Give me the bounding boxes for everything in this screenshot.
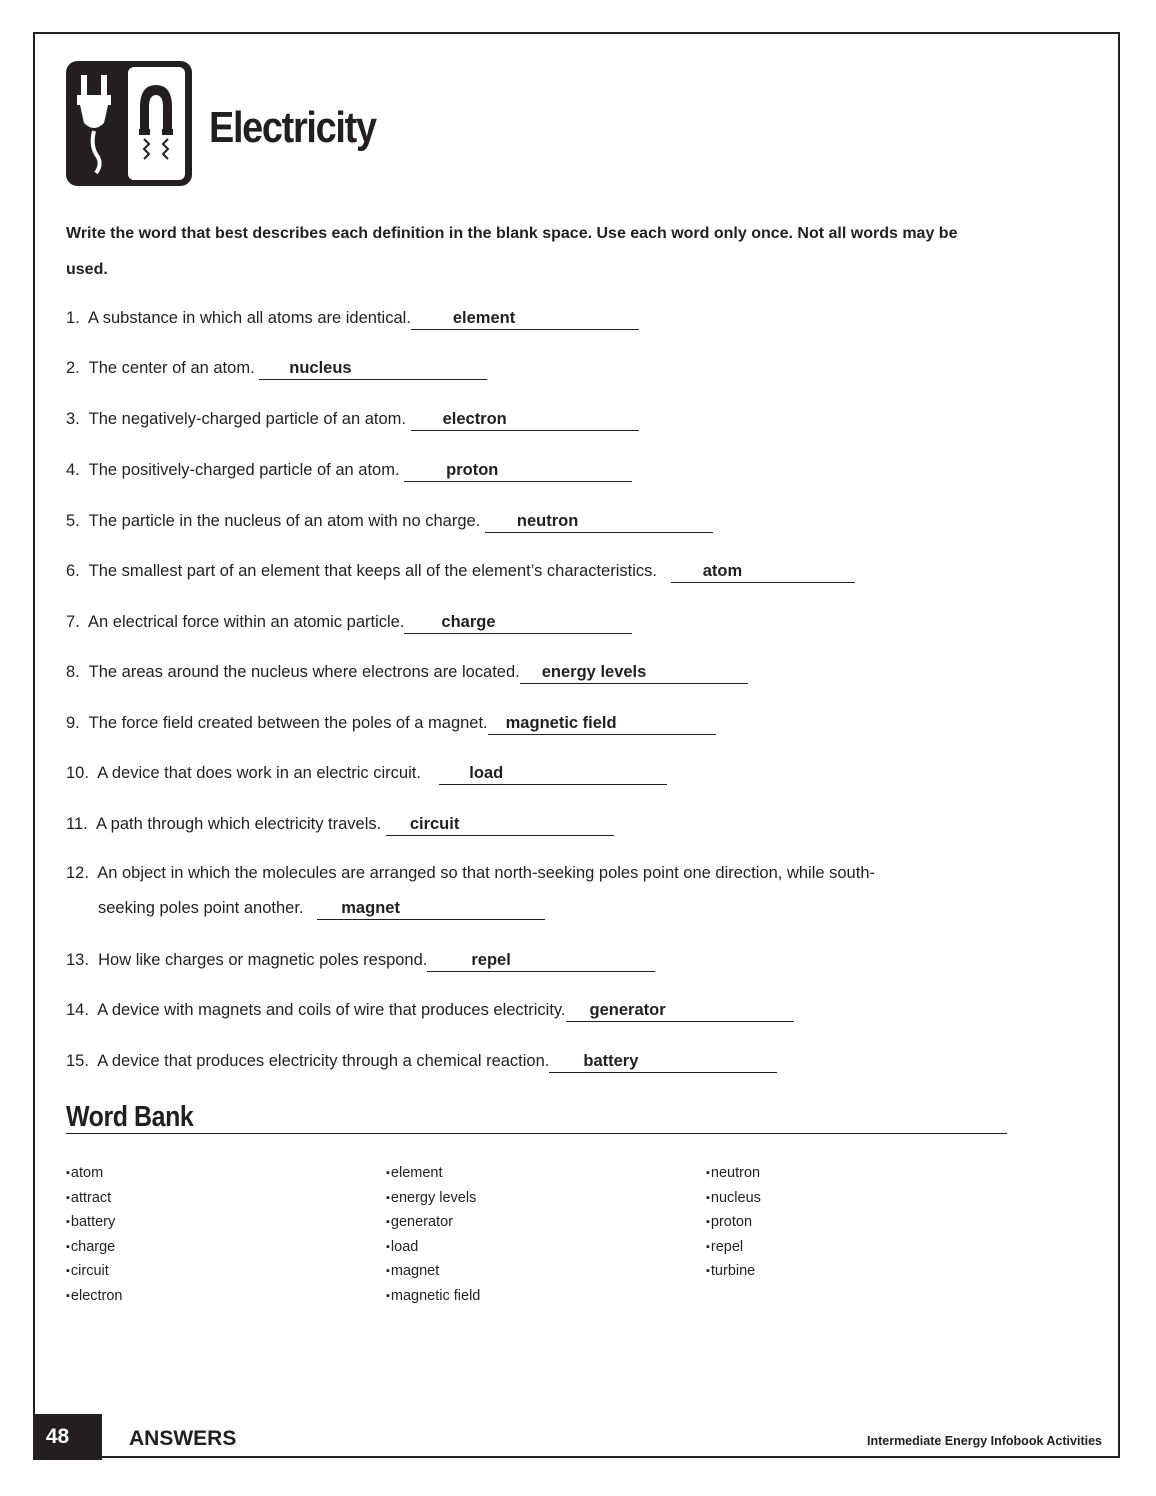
question-14	[66, 993, 794, 1027]
question-text: The positively-charged particle of an atom.	[88, 461, 400, 479]
word-bank-item: ▪ nucleus	[706, 1186, 761, 1211]
question-number: 12.	[66, 864, 89, 882]
word-bank-item: ▪ circuit	[66, 1259, 123, 1284]
answer-blank: element	[411, 308, 639, 330]
question-number: 14.	[66, 1001, 89, 1019]
question-number: 15.	[66, 1052, 89, 1070]
instructions: Write the word that best describes each definition in the blank space. Use each word only once. Not all words may be used.	[66, 225, 958, 278]
question-15	[66, 1044, 777, 1078]
answer-blank: atom	[671, 561, 855, 583]
word-bank-item: ▪ neutron	[706, 1161, 761, 1186]
answer-blank: circuit	[386, 814, 614, 836]
question-6	[66, 554, 855, 588]
question-text: A path through which electricity travels.	[95, 815, 382, 833]
question-number: 9.	[66, 714, 80, 732]
book-title: Intermediate Energy Infobook Activities	[866, 1434, 1102, 1448]
question-number: 6.	[66, 562, 80, 580]
question-number: 7.	[66, 613, 80, 631]
question-text: How like charges or magnetic poles respond.	[98, 951, 428, 969]
answer-blank: magnet	[317, 898, 545, 920]
question-text: The smallest part of an element that keeps all of the element’s characteristics.	[88, 562, 657, 580]
question-text: The center of an atom.	[88, 359, 255, 377]
word-bank-title: Word Bank	[66, 1101, 194, 1133]
question-9	[66, 706, 716, 740]
question-text: A substance in which all atoms are identical.	[88, 309, 411, 327]
answer-blank: load	[439, 763, 667, 785]
word-bank-item: ▪ proton	[706, 1210, 761, 1235]
word-bank-item: ▪ generator	[386, 1210, 480, 1235]
word-bank-item: ▪ magnet	[386, 1259, 480, 1284]
section-label: ANSWERS	[129, 1427, 237, 1450]
question-text: A device with magnets and coils of wire that produces electricity.	[97, 1001, 566, 1019]
question-text: An electrical force within an atomic particle.	[88, 613, 405, 631]
word-bank-item: ▪ magnetic field	[386, 1284, 480, 1309]
question-number: 3.	[66, 410, 80, 428]
word-bank-rule	[66, 1133, 1007, 1134]
question-number: 10.	[66, 764, 89, 782]
question-3	[66, 402, 639, 436]
word-bank-item: ▪ battery	[66, 1210, 123, 1235]
answer-blank: generator	[566, 1000, 794, 1022]
answer-blank: nucleus	[259, 358, 487, 380]
question-text: The areas around the nucleus where electrons are located.	[88, 663, 520, 681]
question-text: An object in which the molecules are arranged so that north-seeking poles point one direction, while south-	[97, 864, 875, 882]
question-number: 1.	[66, 309, 80, 327]
answer-blank: neutron	[485, 511, 713, 533]
question-4	[66, 453, 632, 487]
word-bank-item: ▪ atom	[66, 1161, 123, 1186]
question-text: The negatively-charged particle of an atom.	[88, 410, 406, 428]
plug-and-magnet-icon	[66, 61, 192, 186]
question-13	[66, 943, 655, 977]
question-text-continued: seeking poles point another.	[98, 899, 304, 917]
question-number: 4.	[66, 461, 80, 479]
question-number: 8.	[66, 663, 80, 681]
question-text: A device that produces electricity through a chemical reaction.	[97, 1052, 550, 1070]
word-bank-item: ▪ energy levels	[386, 1186, 480, 1211]
question-5	[66, 504, 713, 538]
answer-blank: electron	[411, 409, 639, 431]
word-bank-column-3	[706, 1161, 761, 1284]
answer-blank: repel	[427, 950, 655, 972]
question-11	[66, 807, 614, 841]
question-text: A device that does work in an electric circuit.	[97, 764, 421, 782]
answer-blank: energy levels	[520, 662, 748, 684]
question-8	[66, 655, 748, 689]
answer-blank: proton	[404, 460, 632, 482]
answer-blank: charge	[404, 612, 632, 634]
question-text: The force field created between the poles of a magnet.	[88, 714, 488, 732]
page-number: 48	[33, 1414, 102, 1460]
question-2	[66, 351, 487, 385]
word-bank-item: ▪ turbine	[706, 1259, 761, 1284]
question-10	[66, 756, 667, 790]
word-bank-item: ▪ electron	[66, 1284, 123, 1309]
word-bank-item: ▪ load	[386, 1235, 480, 1260]
question-12	[66, 856, 966, 926]
page-title: Electricity	[209, 103, 376, 152]
answer-blank: battery	[549, 1051, 777, 1073]
word-bank-item: ▪ element	[386, 1161, 480, 1186]
question-number: 2.	[66, 359, 80, 377]
answer-blank: magnetic field	[488, 713, 716, 735]
question-1	[66, 301, 639, 335]
question-number: 13.	[66, 951, 89, 969]
word-bank-column-2	[386, 1161, 480, 1308]
word-bank-column-1	[66, 1161, 123, 1308]
question-7	[66, 605, 632, 639]
word-bank-item: ▪ charge	[66, 1235, 123, 1260]
question-number: 5.	[66, 512, 80, 530]
word-bank-item: ▪ attract	[66, 1186, 123, 1211]
word-bank-item: ▪ repel	[706, 1235, 761, 1260]
question-number: 11.	[66, 815, 88, 833]
question-text: The particle in the nucleus of an atom with no charge.	[88, 512, 481, 530]
